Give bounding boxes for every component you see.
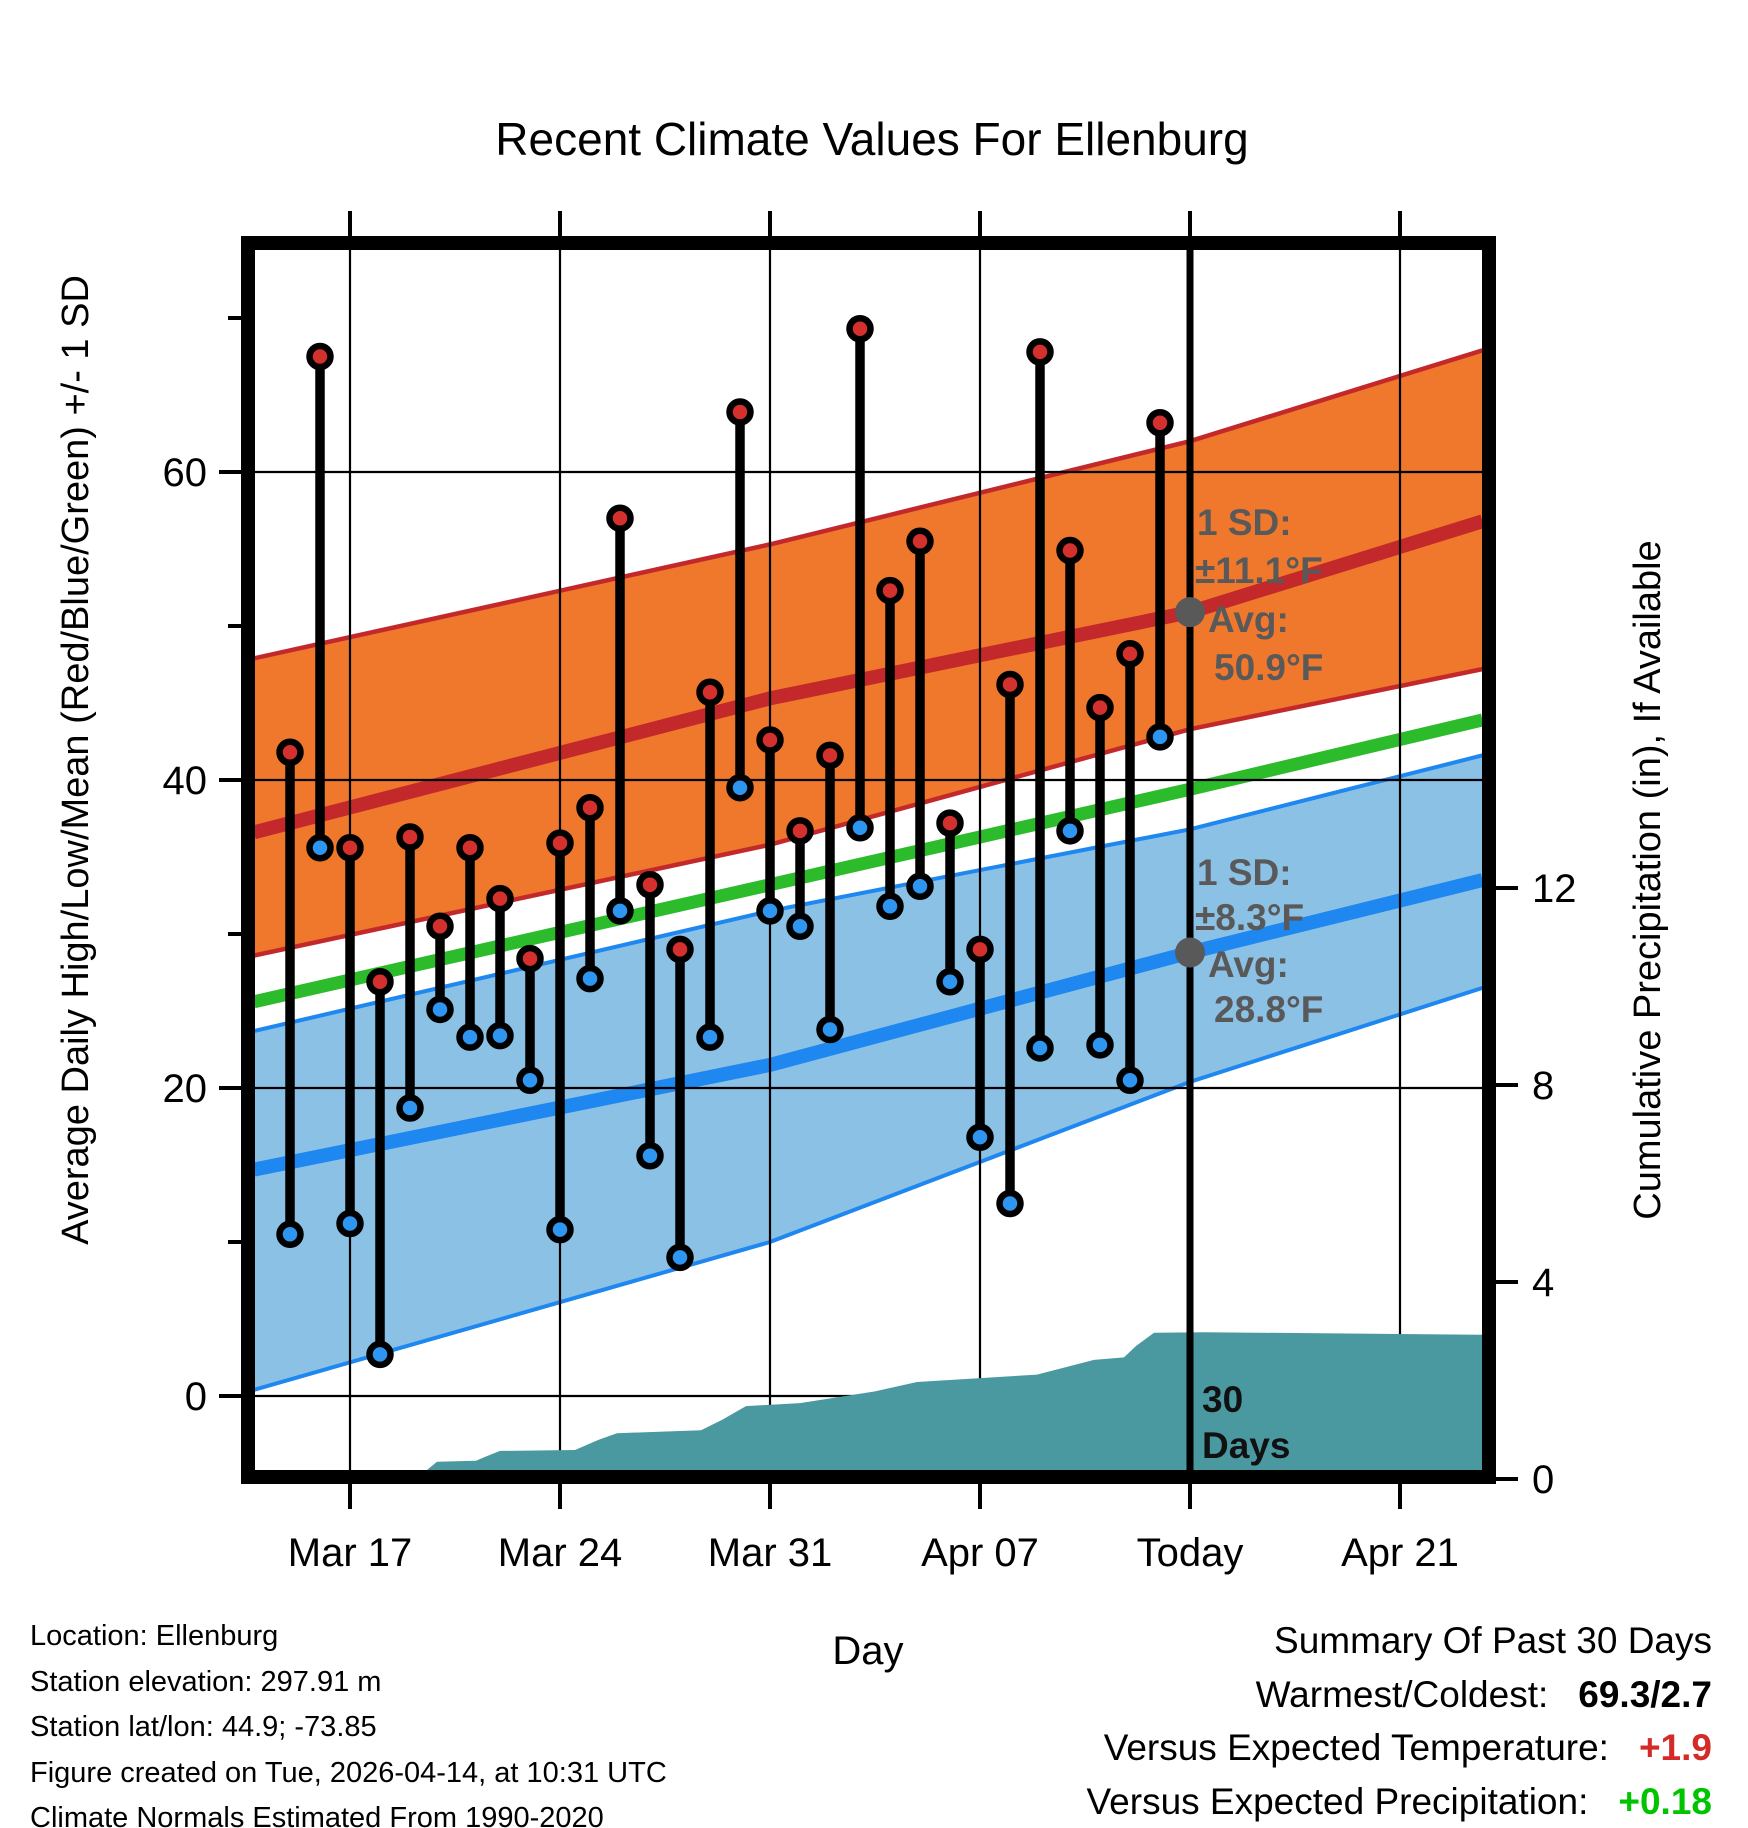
- daily-high-dot: [520, 948, 541, 969]
- daily-high-dot: [400, 826, 421, 847]
- daily-low-dot: [1090, 1034, 1111, 1055]
- daily-high-dot: [460, 837, 481, 858]
- daily-high-dot: [1060, 540, 1081, 561]
- low-sd-value: ±8.3°F: [1195, 897, 1305, 938]
- y-left-tick-label: 0: [184, 1375, 207, 1419]
- x-axis-label: Day: [832, 1629, 904, 1673]
- high-sd-label: 1 SD:: [1197, 502, 1292, 543]
- daily-high-dot: [1150, 412, 1171, 433]
- summary-label-1: Versus Expected Temperature:: [1103, 1727, 1609, 1768]
- metadata-normals-period: Climate Normals Estimated From 1990-2020: [30, 1802, 604, 1828]
- daily-low-dot: [550, 1219, 571, 1240]
- daily-high-dot: [640, 874, 661, 895]
- cumulative-precip-area: [420, 1332, 1483, 1478]
- daily-high-dot: [310, 346, 331, 367]
- daily-high-dot: [670, 939, 691, 960]
- daily-low-dot: [970, 1127, 991, 1148]
- daily-high-dot: [1090, 697, 1111, 718]
- metadata-created: Figure created on Tue, 2026-04-14, at 10:31 UTC: [30, 1756, 667, 1789]
- daily-high-dot: [850, 318, 871, 339]
- daily-high-dot: [490, 888, 511, 909]
- daily-low-dot: [520, 1070, 541, 1091]
- daily-high-dot: [1120, 643, 1141, 664]
- y-right-tick-label: 0: [1532, 1458, 1555, 1502]
- y-right-tick-label: 8: [1532, 1064, 1555, 1108]
- summary-value-2: +0.18: [1618, 1780, 1712, 1822]
- daily-high-dot: [580, 797, 601, 818]
- high-sd-value: ±11.1°F: [1195, 550, 1323, 591]
- figure-metadata: [30, 1614, 667, 1828]
- summary-value-1: +1.9: [1638, 1727, 1712, 1768]
- daily-low-dot: [460, 1027, 481, 1048]
- x-tick-label: Apr 07: [921, 1531, 1039, 1575]
- summary-label-2: Versus Expected Precipitation:: [1086, 1780, 1589, 1822]
- y-left-tick-label: 40: [162, 759, 207, 803]
- daily-high-dot: [730, 401, 751, 422]
- summary-label-0: Warmest/Coldest:: [1255, 1673, 1549, 1715]
- y-right-tick-label: 4: [1532, 1261, 1555, 1305]
- daily-low-dot: [400, 1098, 421, 1119]
- daily-low-dot: [580, 968, 601, 989]
- summary-row-vs-precipitation: [1087, 1775, 1712, 1828]
- y-left-tick-label: 20: [162, 1067, 207, 1111]
- summary-row-vs-temperature: [1087, 1721, 1712, 1775]
- summary-row-warmest-coldest: [1087, 1668, 1712, 1722]
- daily-high-dot: [340, 837, 361, 858]
- daily-high-dot: [370, 971, 391, 992]
- daily-high-dot: [880, 580, 901, 601]
- daily-high-dot: [1030, 341, 1051, 362]
- daily-low-dot: [490, 1025, 511, 1046]
- daily-high-dot: [970, 939, 991, 960]
- x-tick-label: Mar 31: [707, 1531, 833, 1575]
- low-avg-value: 28.8°F: [1214, 989, 1324, 1030]
- period-label-line2: Days: [1202, 1425, 1291, 1466]
- high-avg-label: Avg:: [1208, 599, 1289, 640]
- daily-high-dot: [910, 531, 931, 552]
- chart-title: Recent Climate Values For Ellenburg: [495, 113, 1249, 165]
- daily-low-dot: [790, 916, 811, 937]
- daily-low-dot: [1030, 1037, 1051, 1058]
- daily-high-dot: [820, 745, 841, 766]
- daily-low-dot: [610, 900, 631, 921]
- daily-low-dot: [820, 1019, 841, 1040]
- daily-low-dot: [910, 876, 931, 897]
- daily-low-dot: [1150, 726, 1171, 747]
- x-tick-label: Mar 24: [497, 1531, 623, 1575]
- y-right-tick-label: 12: [1532, 867, 1577, 911]
- daily-low-dot: [1060, 820, 1081, 841]
- period-label-line1: 30: [1202, 1379, 1244, 1420]
- summary-value-0: 69.3/2.7: [1578, 1673, 1712, 1715]
- daily-high-dot: [550, 833, 571, 854]
- daily-low-dot: [280, 1224, 301, 1245]
- high-avg-value: 50.9°F: [1214, 647, 1324, 688]
- summary-panel: [1087, 1614, 1712, 1828]
- plot-area: [254, 250, 1483, 1478]
- daily-low-dot: [310, 837, 331, 858]
- high-avg-marker: [1175, 597, 1205, 627]
- x-tick-label: Today: [1136, 1531, 1244, 1575]
- daily-high-dot: [610, 508, 631, 529]
- daily-low-dot: [340, 1213, 361, 1234]
- metadata-location: Location: Ellenburg: [30, 1620, 279, 1652]
- summary-title: Summary Of Past 30 Days: [1274, 1620, 1712, 1661]
- daily-low-dot: [940, 971, 961, 992]
- daily-high-dot: [1000, 674, 1021, 695]
- daily-low-dot: [430, 999, 451, 1020]
- low-avg-label: Avg:: [1208, 944, 1289, 985]
- metadata-latlon: Station lat/lon: 44.9; -73.85: [30, 1711, 377, 1743]
- daily-low-dot: [670, 1247, 691, 1268]
- y-axis-left-label: Average Daily High/Low/Mean (Red/Blue/Green) +/- 1 SD: [55, 275, 97, 1245]
- low-sd-label: 1 SD:: [1197, 852, 1292, 893]
- daily-low-dot: [1000, 1193, 1021, 1214]
- low-avg-marker: [1175, 937, 1205, 967]
- daily-low-dot: [850, 817, 871, 838]
- daily-high-dot: [760, 729, 781, 750]
- x-tick-label: Apr 21: [1341, 1531, 1459, 1575]
- x-tick-label: Mar 17: [287, 1531, 413, 1575]
- daily-low-dot: [640, 1145, 661, 1166]
- daily-low-dot: [370, 1344, 391, 1365]
- y-left-tick-label: 60: [162, 451, 207, 495]
- daily-low-dot: [1120, 1070, 1141, 1091]
- daily-low-dot: [760, 900, 781, 921]
- daily-low-dot: [700, 1027, 721, 1048]
- daily-low-dot: [880, 896, 901, 917]
- y-axis-right-label: Cumulative Precipitation (in), If Available: [1627, 540, 1669, 1220]
- daily-high-dot: [280, 742, 301, 763]
- daily-high-dot: [940, 813, 961, 834]
- daily-low-dot: [730, 777, 751, 798]
- daily-high-dot: [430, 916, 451, 937]
- daily-high-dot: [790, 820, 811, 841]
- daily-high-dot: [700, 682, 721, 703]
- metadata-elevation: Station elevation: 297.91 m: [30, 1665, 382, 1698]
